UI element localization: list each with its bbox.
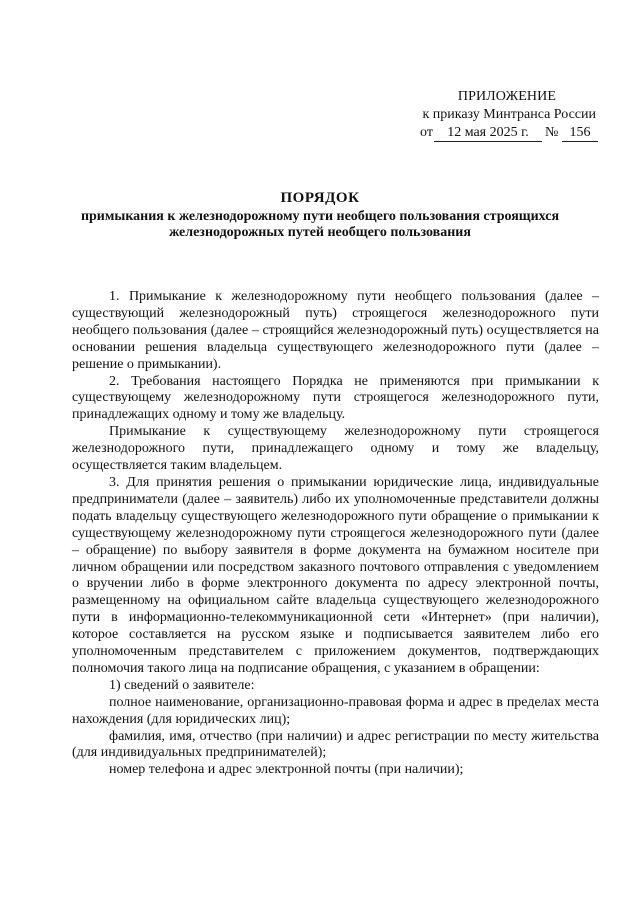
paragraph-2: 2. Требования настоящего Порядка не применяются при примыкании к существующему железнодорожному пути строящегося железнодорожного пути, принадлежащих одному и тому же владельцу. (72, 373, 599, 423)
document-title: ПОРЯДОК (280, 190, 360, 206)
appendix-date-number-line (400, 124, 600, 142)
appendix-title: ПРИЛОЖЕНИЕ (457, 89, 556, 104)
document-subtitle: примыкания к железнодорожному пути необщего пользования строящихся железнодорожных путей необщего пользования (80, 209, 560, 240)
document-body (72, 289, 599, 779)
document-heading (40, 190, 600, 241)
appendix-header (400, 88, 600, 142)
paragraph-8: номер телефона и адрес электронной почты (при наличии); (109, 762, 464, 778)
paragraph-3: Примыкание к существующему железнодорожному пути строящегося железнодорожного пути, принадлежащего одному и тому же владельцу, осуществляется таким владельцем. (72, 424, 599, 474)
date-prefix: от (420, 125, 433, 140)
paragraph-6: полное наименование, организационно-правовая форма и адрес в пределах места нахождения (для юридических лиц); (72, 694, 599, 727)
number-sign: № (545, 125, 559, 140)
order-date: 12 мая 2025 г. (434, 124, 542, 142)
appendix-order-reference: к приказу Минтранса России (422, 107, 596, 122)
paragraph-7: фамилия, имя, отчество (при наличии) и адрес регистрации по месту жительства (для индивидуальных предпринимателей); (72, 728, 599, 761)
paragraph-4: 3. Для принятия решения о примыкании юридические лица, индивидуальные предприниматели (далее – заявитель) либо их уполномоченные представители должны подать владельцу существующего железнодорожного пути обращение о примыкании к существующему железнодорожному пути строящегося железнодорожного пути (далее – обращение) по выбору заявителя в форме документа на бумажном носителе при личном обращении или посредством заказного почтового отправления с уведомлением о вручении либо в форме электронного документа по адресу электронной почты, размещенному на официальном сайте владельца существующего железнодорожного пути в информационно-телекоммуникационной сети «Интернет» (при наличии), которое составляется на русском языке и подписывается заявителем либо его уполномоченным представителем с приложением документов, подтверждающих полномочия такого лица на подписание обращения, с указанием в обращении: (72, 474, 599, 676)
paragraph-1: 1. Примыкание к железнодорожному пути необщего пользования (далее – существующий железнодорожный путь) строящегося железнодорожного пути необщего пользования (далее – строящийся железнодорожный путь) осуществляется на основании решения владельца существующего железнодорожного пути (далее – решение о примыкании). (72, 289, 599, 372)
paragraph-5: 1) сведений о заявителе: (109, 677, 255, 693)
order-number: 156 (562, 124, 598, 142)
